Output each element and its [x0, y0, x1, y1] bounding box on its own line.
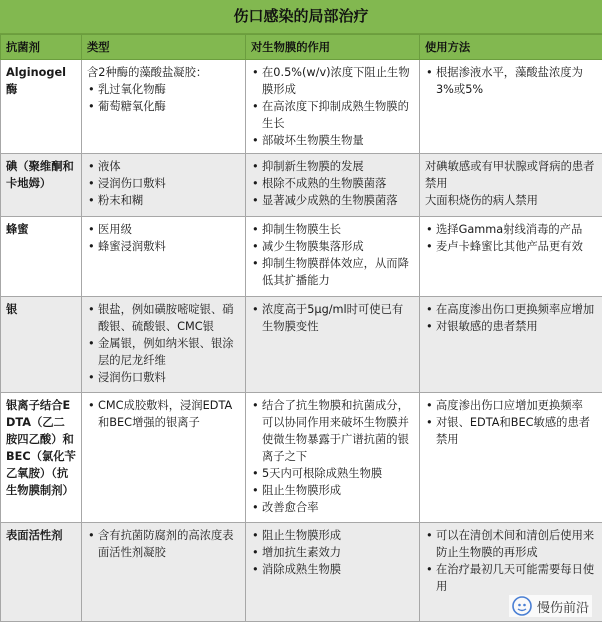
table-body: [1, 60, 602, 622]
bullet-list: [251, 301, 414, 335]
cell-agent: Alginogel酶: [1, 60, 82, 154]
cell-agent: 银: [1, 297, 82, 393]
cell-effect: [246, 217, 420, 297]
cell-agent: 蜂蜜: [1, 217, 82, 297]
list-item: • 阻止生物膜形成: [251, 527, 414, 544]
list-item: • 葡萄糖氧化酶: [87, 98, 240, 115]
cell-text: 含2种酶的藻酸盐凝胶：: [87, 66, 208, 79]
watermark: [509, 595, 592, 617]
cell-usage: [420, 297, 602, 393]
list-item: • 结合了抗生物膜和抗菌成分，可以协同作用来破坏生物膜并使微生物暴露于广谱抗菌的银离子之下: [251, 397, 414, 465]
list-item: • 在高度渗出伤口更换频率应增加: [425, 301, 597, 318]
bullet-list: [251, 158, 414, 209]
header-usage: 使用方法: [420, 35, 602, 60]
table-row: [1, 297, 602, 393]
cell-effect: [246, 154, 420, 217]
cell-agent: 银离子结合EDTA（乙二胺四乙酸）和BEC（氯化苄乙氧胺）（抗生物膜制剂）: [1, 393, 82, 523]
list-item: • 显著减少成熟的生物膜菌落: [251, 192, 414, 209]
bullet-list: [87, 301, 240, 386]
bullet-list: [425, 221, 597, 255]
cell-agent: 碘（聚维酮和卡地姆）: [1, 154, 82, 217]
bullet-list: [251, 221, 414, 289]
cell-usage: [420, 60, 602, 154]
cell-effect: [246, 523, 420, 622]
header-type: 类型: [82, 35, 246, 60]
list-item: • 选择Gamma射线消毒的产品: [425, 221, 597, 238]
list-item: • 消除成熟生物膜: [251, 561, 414, 578]
header-agent: 抗菌剂: [1, 35, 82, 60]
list-item: • 抑制生物膜群体效应，从而降低其扩播能力: [251, 255, 414, 289]
list-item: • 对银敏感的患者禁用: [425, 318, 597, 335]
cell-type: [82, 217, 246, 297]
list-item: • 蜂蜜浸润敷料: [87, 238, 240, 255]
bullet-list: [251, 397, 414, 516]
bullet-list: [87, 527, 240, 561]
table-row: [1, 154, 602, 217]
list-item: • 抑制生物膜生长: [251, 221, 414, 238]
cell-type: [82, 60, 246, 154]
cell-effect: [246, 297, 420, 393]
list-item: • 抑制新生物膜的发展: [251, 158, 414, 175]
list-item: • 对银、EDTA和BEC敏感的患者禁用: [425, 414, 597, 448]
list-item: • 改善愈合率: [251, 499, 414, 516]
bullet-list: [425, 397, 597, 448]
watermark-text: 慢伤前沿: [536, 600, 589, 616]
list-item: • 金属银，例如纳米银、银涂层的尼龙纤维: [87, 335, 240, 369]
cell-usage: [420, 393, 602, 523]
list-item: • 乳过氧化物酶: [87, 81, 240, 98]
list-item: • 高度渗出伤口应增加更换频率: [425, 397, 597, 414]
table-row: [1, 217, 602, 297]
cell-effect: [246, 60, 420, 154]
list-item: • 在治疗最初几天可能需要每日使用: [425, 561, 597, 595]
list-item: • 医用级: [87, 221, 240, 238]
header-row: [1, 35, 602, 60]
list-item: • 粉末和糊: [87, 192, 240, 209]
cell-type: [82, 154, 246, 217]
list-item: • 麦卢卡蜂蜜比其他产品更有效: [425, 238, 597, 255]
cell-usage: [420, 217, 602, 297]
bullet-list: [425, 301, 597, 335]
bullet-list: [87, 397, 240, 431]
list-item: • 阻止生物膜形成: [251, 482, 414, 499]
table-row: [1, 60, 602, 154]
list-item: • 根据渗液水平，藻酸盐浓度为3%或5%: [425, 64, 597, 98]
treatment-table: [0, 34, 602, 622]
cell-effect: [246, 393, 420, 523]
list-item: • 增加抗生素效力: [251, 544, 414, 561]
bullet-list: [87, 158, 240, 209]
list-item: • 5天内可根除成熟生物膜: [251, 465, 414, 482]
cell-type: [82, 297, 246, 393]
bullet-list: [425, 64, 597, 98]
list-item: • 在高浓度下抑制成熟生物膜的生长: [251, 98, 414, 132]
header-effect: 对生物膜的作用: [246, 35, 420, 60]
cell-usage: [420, 154, 602, 217]
list-item: • 在0.5%(w/v)浓度下阻止生物膜形成: [251, 64, 414, 98]
bullet-list: [251, 64, 414, 149]
cell-text: 对碘敏感或有甲状腺或肾病的患者禁用 大面积烧伤的病人禁用: [425, 160, 595, 207]
bullet-list: [425, 527, 597, 595]
list-item: • 浓度高于5μg/ml时可使已有生物膜变性: [251, 301, 414, 335]
list-item: • 浸润伤口敷料: [87, 175, 240, 192]
list-item: • 液体: [87, 158, 240, 175]
list-item: • 可以在清创术间和清创后使用来防止生物膜的再形成: [425, 527, 597, 561]
table-row: [1, 393, 602, 523]
bullet-list: [87, 221, 240, 255]
cell-type: [82, 523, 246, 622]
list-item: • CMC成胶敷料，浸润EDTA和BEC增强的银离子: [87, 397, 240, 431]
list-item: • 含有抗菌防腐剂的高浓度表面活性剂凝胶: [87, 527, 240, 561]
list-item: • 部破坏生物膜生物量: [251, 132, 414, 149]
list-item: • 根除不成熟的生物膜菌落: [251, 175, 414, 192]
wechat-official-account-icon: [512, 596, 532, 616]
cell-type: [82, 393, 246, 523]
bullet-list: [87, 81, 240, 115]
list-item: • 减少生物膜集落形成: [251, 238, 414, 255]
cell-agent: 表面活性剂: [1, 523, 82, 622]
list-item: • 浸润伤口敷料: [87, 369, 240, 386]
bullet-list: [251, 527, 414, 578]
table-title: 伤口感染的局部治疗: [0, 0, 602, 34]
list-item: • 银盐，例如磺胺嘧啶银、硝酸银、硫酸银、CMC银: [87, 301, 240, 335]
